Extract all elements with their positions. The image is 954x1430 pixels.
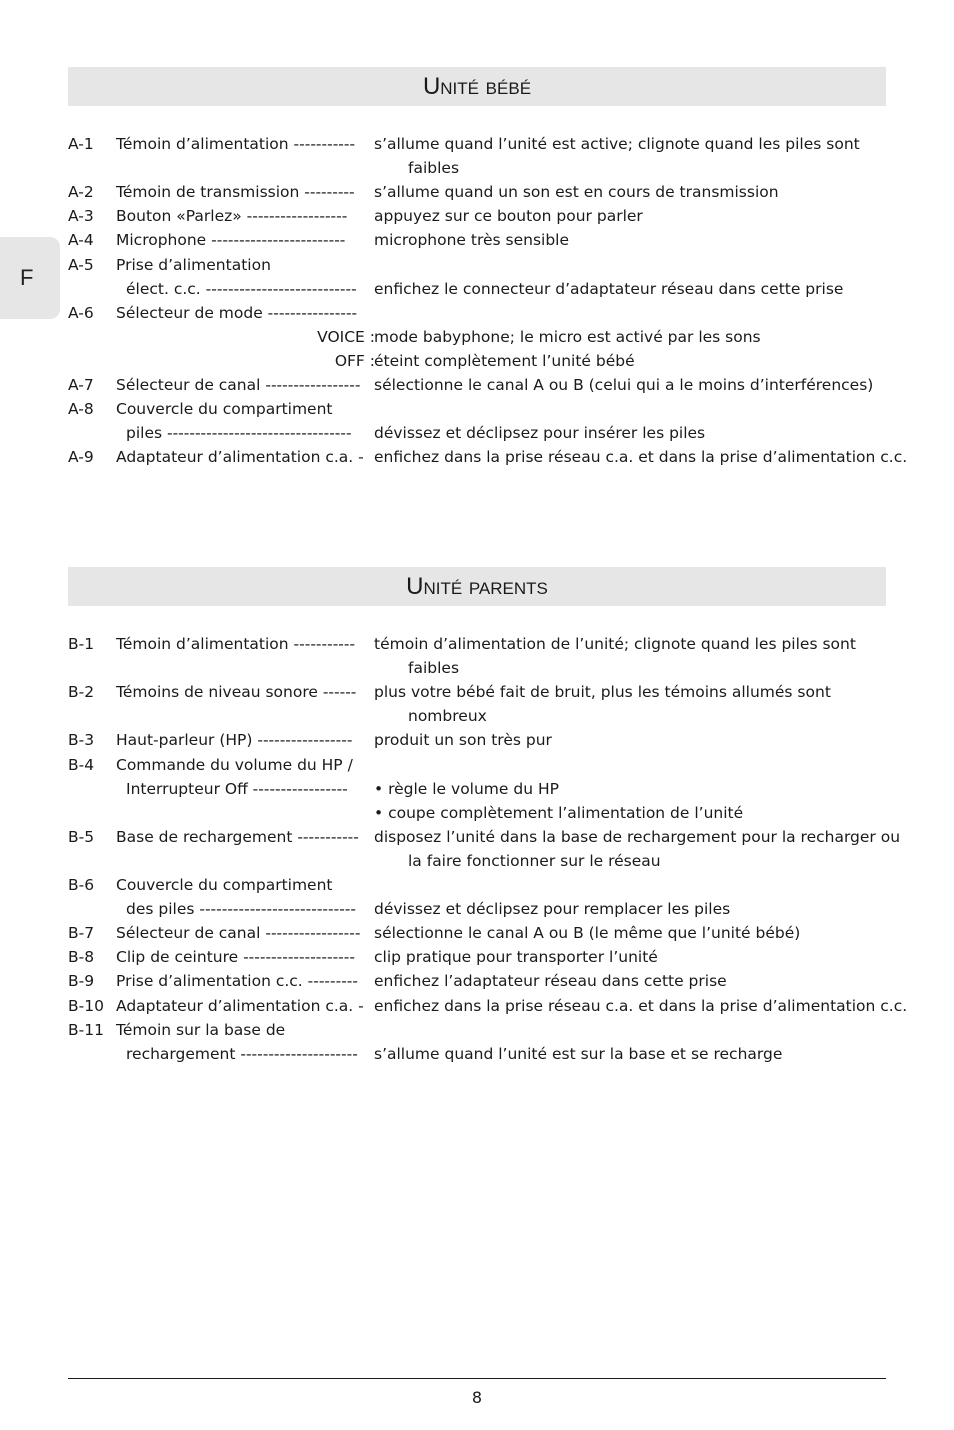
item-description: • règle le volume du HP (374, 779, 559, 798)
item-label-continued: élect. c.c. --------------------------- (126, 279, 357, 298)
list-item (0, 373, 954, 397)
item-setting: VOICE : (317, 327, 375, 346)
list-item (0, 301, 954, 325)
item-description: dévissez et déclipsez pour remplacer les piles (374, 900, 731, 919)
item-label: Témoins de niveau sonore ------ (116, 683, 357, 702)
item-description: enfichez dans la prise réseau c.a. et dans la prise d’alimentation c.c. (374, 448, 908, 467)
list-item (0, 873, 954, 897)
item-code: A-5 (68, 255, 94, 274)
list-item (0, 1042, 954, 1066)
list-item (0, 969, 954, 993)
item-label: Base de rechargement ----------- (116, 827, 359, 846)
item-label: Prise d’alimentation c.c. --------- (116, 972, 358, 991)
list-item (0, 253, 954, 277)
item-label: Haut-parleur (HP) ----------------- (116, 731, 353, 750)
item-code: A-6 (68, 303, 94, 322)
list-item (0, 349, 954, 373)
item-code: B-6 (68, 876, 95, 894)
item-label: Commande du volume du HP / (116, 755, 353, 774)
item-code: B-7 (68, 924, 95, 943)
item-label: Couvercle du compartiment (116, 876, 333, 894)
list-item (0, 849, 954, 873)
item-label: Adaptateur d’alimentation c.a. - (116, 448, 364, 467)
item-description: s’allume quand l’unité est sur la base et se recharge (374, 1044, 783, 1063)
list-item (0, 921, 954, 945)
item-description: • coupe complètement l’alimentation de l’unité (374, 803, 744, 822)
item-code: B-8 (68, 948, 95, 967)
item-label: Témoin sur la base de (116, 1020, 286, 1039)
item-label: Sélecteur de canal ----------------- (116, 376, 361, 394)
list-item (0, 180, 954, 204)
list-item (0, 945, 954, 969)
item-code: B-4 (68, 755, 95, 774)
item-code: B-10 (68, 996, 104, 1015)
list-item (0, 204, 954, 228)
list-item (0, 325, 954, 349)
item-label: Couvercle du compartiment (116, 400, 333, 419)
item-code: A-4 (68, 231, 94, 250)
item-description: témoin d’alimentation de l’unité; clignote quand les piles sont (374, 635, 856, 653)
item-code: A-3 (68, 207, 94, 226)
item-code: B-9 (68, 972, 95, 991)
item-code: B-3 (68, 731, 95, 750)
item-description: enfichez l’adaptateur réseau dans cette prise (374, 972, 727, 991)
item-label-continued: Interrupteur Off ----------------- (126, 779, 348, 798)
item-description-continued: faibles (408, 159, 460, 178)
item-code: A-9 (68, 448, 94, 467)
item-description: produit un son très pur (374, 731, 552, 750)
list-item (0, 156, 954, 180)
list-item (0, 445, 954, 469)
item-label: Prise d’alimentation (116, 255, 271, 274)
item-description: sélectionne le canal A ou B (celui qui a le moins d’interférences) (374, 376, 874, 394)
list-item (0, 680, 954, 704)
item-description: microphone très sensible (374, 231, 570, 250)
list-item (0, 228, 954, 252)
item-label: Microphone ------------------------ (116, 231, 346, 250)
item-code: B-2 (68, 683, 95, 702)
item-description: sélectionne le canal A ou B (le même que l’unité bébé) (374, 924, 801, 943)
list-item (0, 421, 954, 445)
section-title-baby-unit: Unité bébé (68, 67, 886, 106)
item-code: A-8 (68, 400, 94, 419)
item-description: éteint complètement l’unité bébé (374, 351, 635, 370)
list-item (0, 994, 954, 1018)
item-description-continued: nombreux (408, 707, 487, 726)
item-label: Clip de ceinture -------------------- (116, 948, 355, 967)
item-description: s’allume quand l’unité est active; clignote quand les piles sont (374, 135, 860, 153)
item-code: A-7 (68, 376, 94, 394)
item-code: B-5 (68, 827, 95, 846)
item-description: disposez l’unité dans la base de rechargement pour la recharger ou (374, 827, 901, 846)
item-description: mode babyphone; le micro est activé par les sons (374, 327, 761, 346)
list-item (0, 728, 954, 752)
item-description: enfichez dans la prise réseau c.a. et dans la prise d’alimentation c.c. (374, 996, 908, 1015)
item-description: plus votre bébé fait de bruit, plus les témoins allumés sont (374, 683, 831, 702)
item-label: Adaptateur d’alimentation c.a. - (116, 996, 364, 1015)
list-item (0, 801, 954, 825)
item-label-continued: rechargement --------------------- (126, 1044, 358, 1063)
item-setting: OFF : (334, 351, 375, 370)
list-item (0, 632, 954, 656)
item-label: Témoin d’alimentation ----------- (116, 635, 356, 653)
item-label: Témoin de transmission --------- (116, 183, 355, 202)
item-description: dévissez et déclipsez pour insérer les piles (374, 424, 706, 443)
list-item (0, 825, 954, 849)
item-label: Témoin d’alimentation ----------- (116, 135, 356, 153)
item-description: enfichez le connecteur d’adaptateur réseau dans cette prise (374, 279, 844, 298)
section-title-parent-unit: Unité parents (68, 567, 886, 606)
item-code: A-2 (68, 183, 94, 202)
footer-rule (68, 1378, 886, 1379)
item-description: appuyez sur ce bouton pour parler (374, 207, 643, 226)
item-code: A-1 (68, 135, 94, 153)
item-description-continued: la faire fonctionner sur le réseau (408, 851, 661, 870)
item-label-continued: des piles ---------------------------- (126, 900, 356, 919)
item-label: Bouton «Parlez» ------------------ (116, 207, 348, 226)
item-code: B-11 (68, 1020, 104, 1039)
item-label: Sélecteur de canal ----------------- (116, 924, 361, 943)
list-item (0, 704, 954, 728)
list-item (0, 397, 954, 421)
item-label-continued: piles --------------------------------- (126, 424, 352, 443)
list-item (0, 753, 954, 777)
list-item (0, 277, 954, 301)
list-item (0, 132, 954, 156)
list-item (0, 1018, 954, 1042)
item-code: B-1 (68, 635, 95, 653)
list-item (0, 777, 954, 801)
language-tab-letter: F (20, 265, 34, 290)
item-description: clip pratique pour transporter l’unité (374, 948, 658, 967)
item-description: s’allume quand un son est en cours de transmission (374, 183, 779, 202)
list-item (0, 897, 954, 921)
page-number: 8 (471, 1388, 483, 1407)
list-item (0, 656, 954, 680)
item-description-continued: faibles (408, 659, 460, 678)
item-label: Sélecteur de mode ---------------- (116, 303, 358, 322)
